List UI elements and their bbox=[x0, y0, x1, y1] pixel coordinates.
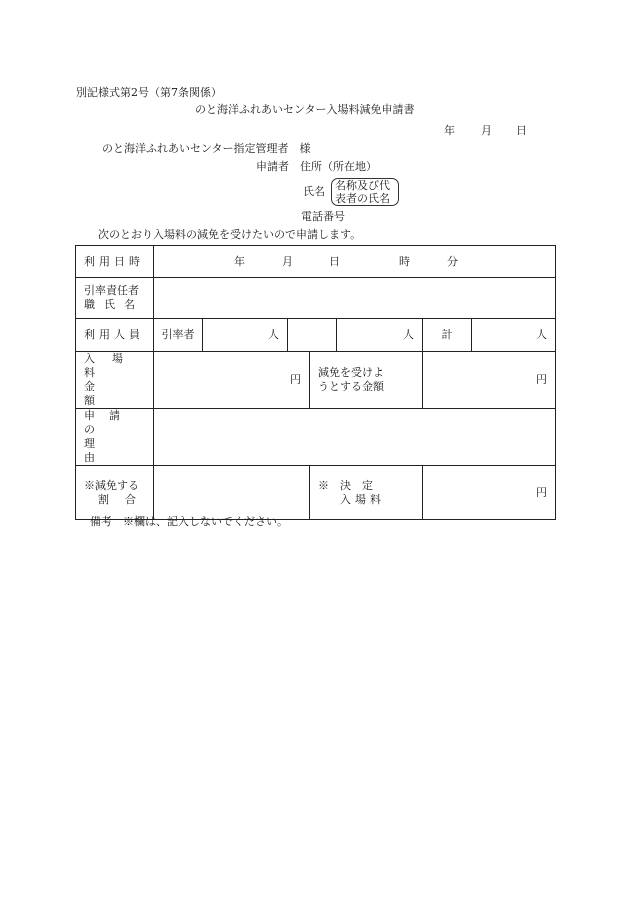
decided-fee-label-line1: ※ 決 定 bbox=[318, 478, 373, 492]
page-title: のと海洋ふれあいセンター入場料減免申請書 bbox=[195, 103, 415, 116]
dt-day: 日 bbox=[329, 254, 340, 268]
ratio-label-line1: ※減免する bbox=[84, 478, 139, 492]
name-note-bracket bbox=[331, 178, 399, 206]
ratio-label-line2: 割合 bbox=[98, 492, 152, 506]
reason-label-cell bbox=[76, 409, 154, 466]
decided-fee-label-cell bbox=[310, 466, 423, 520]
use-datetime-label-cell bbox=[76, 246, 154, 278]
yen-3: 円 bbox=[536, 485, 548, 499]
reduction-amount-label-line2: うとする金額 bbox=[318, 380, 384, 393]
total-label: 計 bbox=[441, 328, 453, 341]
fee-amount-field[interactable] bbox=[154, 352, 310, 409]
other-type-field[interactable] bbox=[288, 319, 337, 352]
yen-2: 円 bbox=[536, 373, 548, 386]
name-label: 氏名 bbox=[303, 185, 325, 198]
fee-label-line2: 金額 bbox=[84, 380, 129, 407]
leader-name-field[interactable] bbox=[154, 278, 556, 319]
leader-count-field[interactable] bbox=[203, 319, 288, 352]
person-unit-1: 人 bbox=[268, 328, 279, 341]
dt-hour: 時 bbox=[399, 254, 410, 268]
reduction-amount-label-cell bbox=[310, 352, 423, 409]
total-count-field[interactable] bbox=[472, 319, 556, 352]
leader-count-label-cell bbox=[154, 319, 203, 352]
date-month-label: 月 bbox=[481, 124, 492, 137]
address-label: 住所（所在地） bbox=[300, 160, 377, 173]
application-form-table bbox=[75, 245, 556, 520]
use-datetime-label: 利用日時 bbox=[84, 254, 144, 268]
leader-label-cell bbox=[76, 278, 154, 319]
total-label-cell bbox=[423, 319, 472, 352]
use-datetime-field[interactable] bbox=[154, 246, 556, 278]
name-note-line1: 名称及び代 bbox=[335, 179, 390, 192]
dt-month: 月 bbox=[282, 254, 293, 268]
person-unit-2: 人 bbox=[403, 328, 414, 341]
person-unit-3: 人 bbox=[536, 328, 548, 341]
reason-label-line2: 理由 bbox=[84, 437, 129, 464]
decided-fee-field[interactable] bbox=[423, 466, 556, 520]
date-year-label: 年 bbox=[444, 124, 455, 137]
ratio-field[interactable] bbox=[154, 466, 310, 520]
dt-minute: 分 bbox=[447, 254, 458, 268]
other-count-field[interactable] bbox=[337, 319, 423, 352]
phone-label: 電話番号 bbox=[301, 210, 345, 223]
intro-text: 次のとおり入場料の減免を受けたいので申請します。 bbox=[98, 228, 362, 241]
fee-label-line1: 入場料 bbox=[84, 352, 140, 379]
leader-count-label: 引率者 bbox=[161, 328, 195, 341]
reason-label-line1: 申請の bbox=[84, 409, 134, 436]
yen-1: 円 bbox=[290, 373, 301, 386]
addressee: のと海洋ふれあいセンター指定管理者 様 bbox=[102, 142, 311, 155]
leader-label-line2: 職氏名 bbox=[84, 298, 144, 311]
ratio-label-cell bbox=[76, 466, 154, 520]
reduction-amount-label-line1: 減免を受けよ bbox=[318, 366, 384, 379]
leader-label-line1: 引率責任者 bbox=[84, 284, 139, 297]
applicant-label: 申請者 bbox=[256, 160, 289, 173]
fee-label-cell bbox=[76, 352, 154, 409]
users-label: 利用人員 bbox=[84, 328, 144, 341]
date-day-label: 日 bbox=[516, 124, 527, 137]
dt-year: 年 bbox=[234, 254, 245, 268]
name-note-line2: 表者の氏名 bbox=[335, 192, 390, 205]
users-label-cell bbox=[76, 319, 154, 352]
remarks: 備考 ※欄は、記入しないでください。 bbox=[90, 515, 288, 528]
reason-field[interactable] bbox=[154, 409, 556, 466]
reduction-amount-field[interactable] bbox=[423, 352, 556, 409]
decided-fee-label-line2: 入場料 bbox=[340, 492, 385, 506]
form-number: 別記様式第2号（第7条関係） bbox=[76, 86, 222, 99]
